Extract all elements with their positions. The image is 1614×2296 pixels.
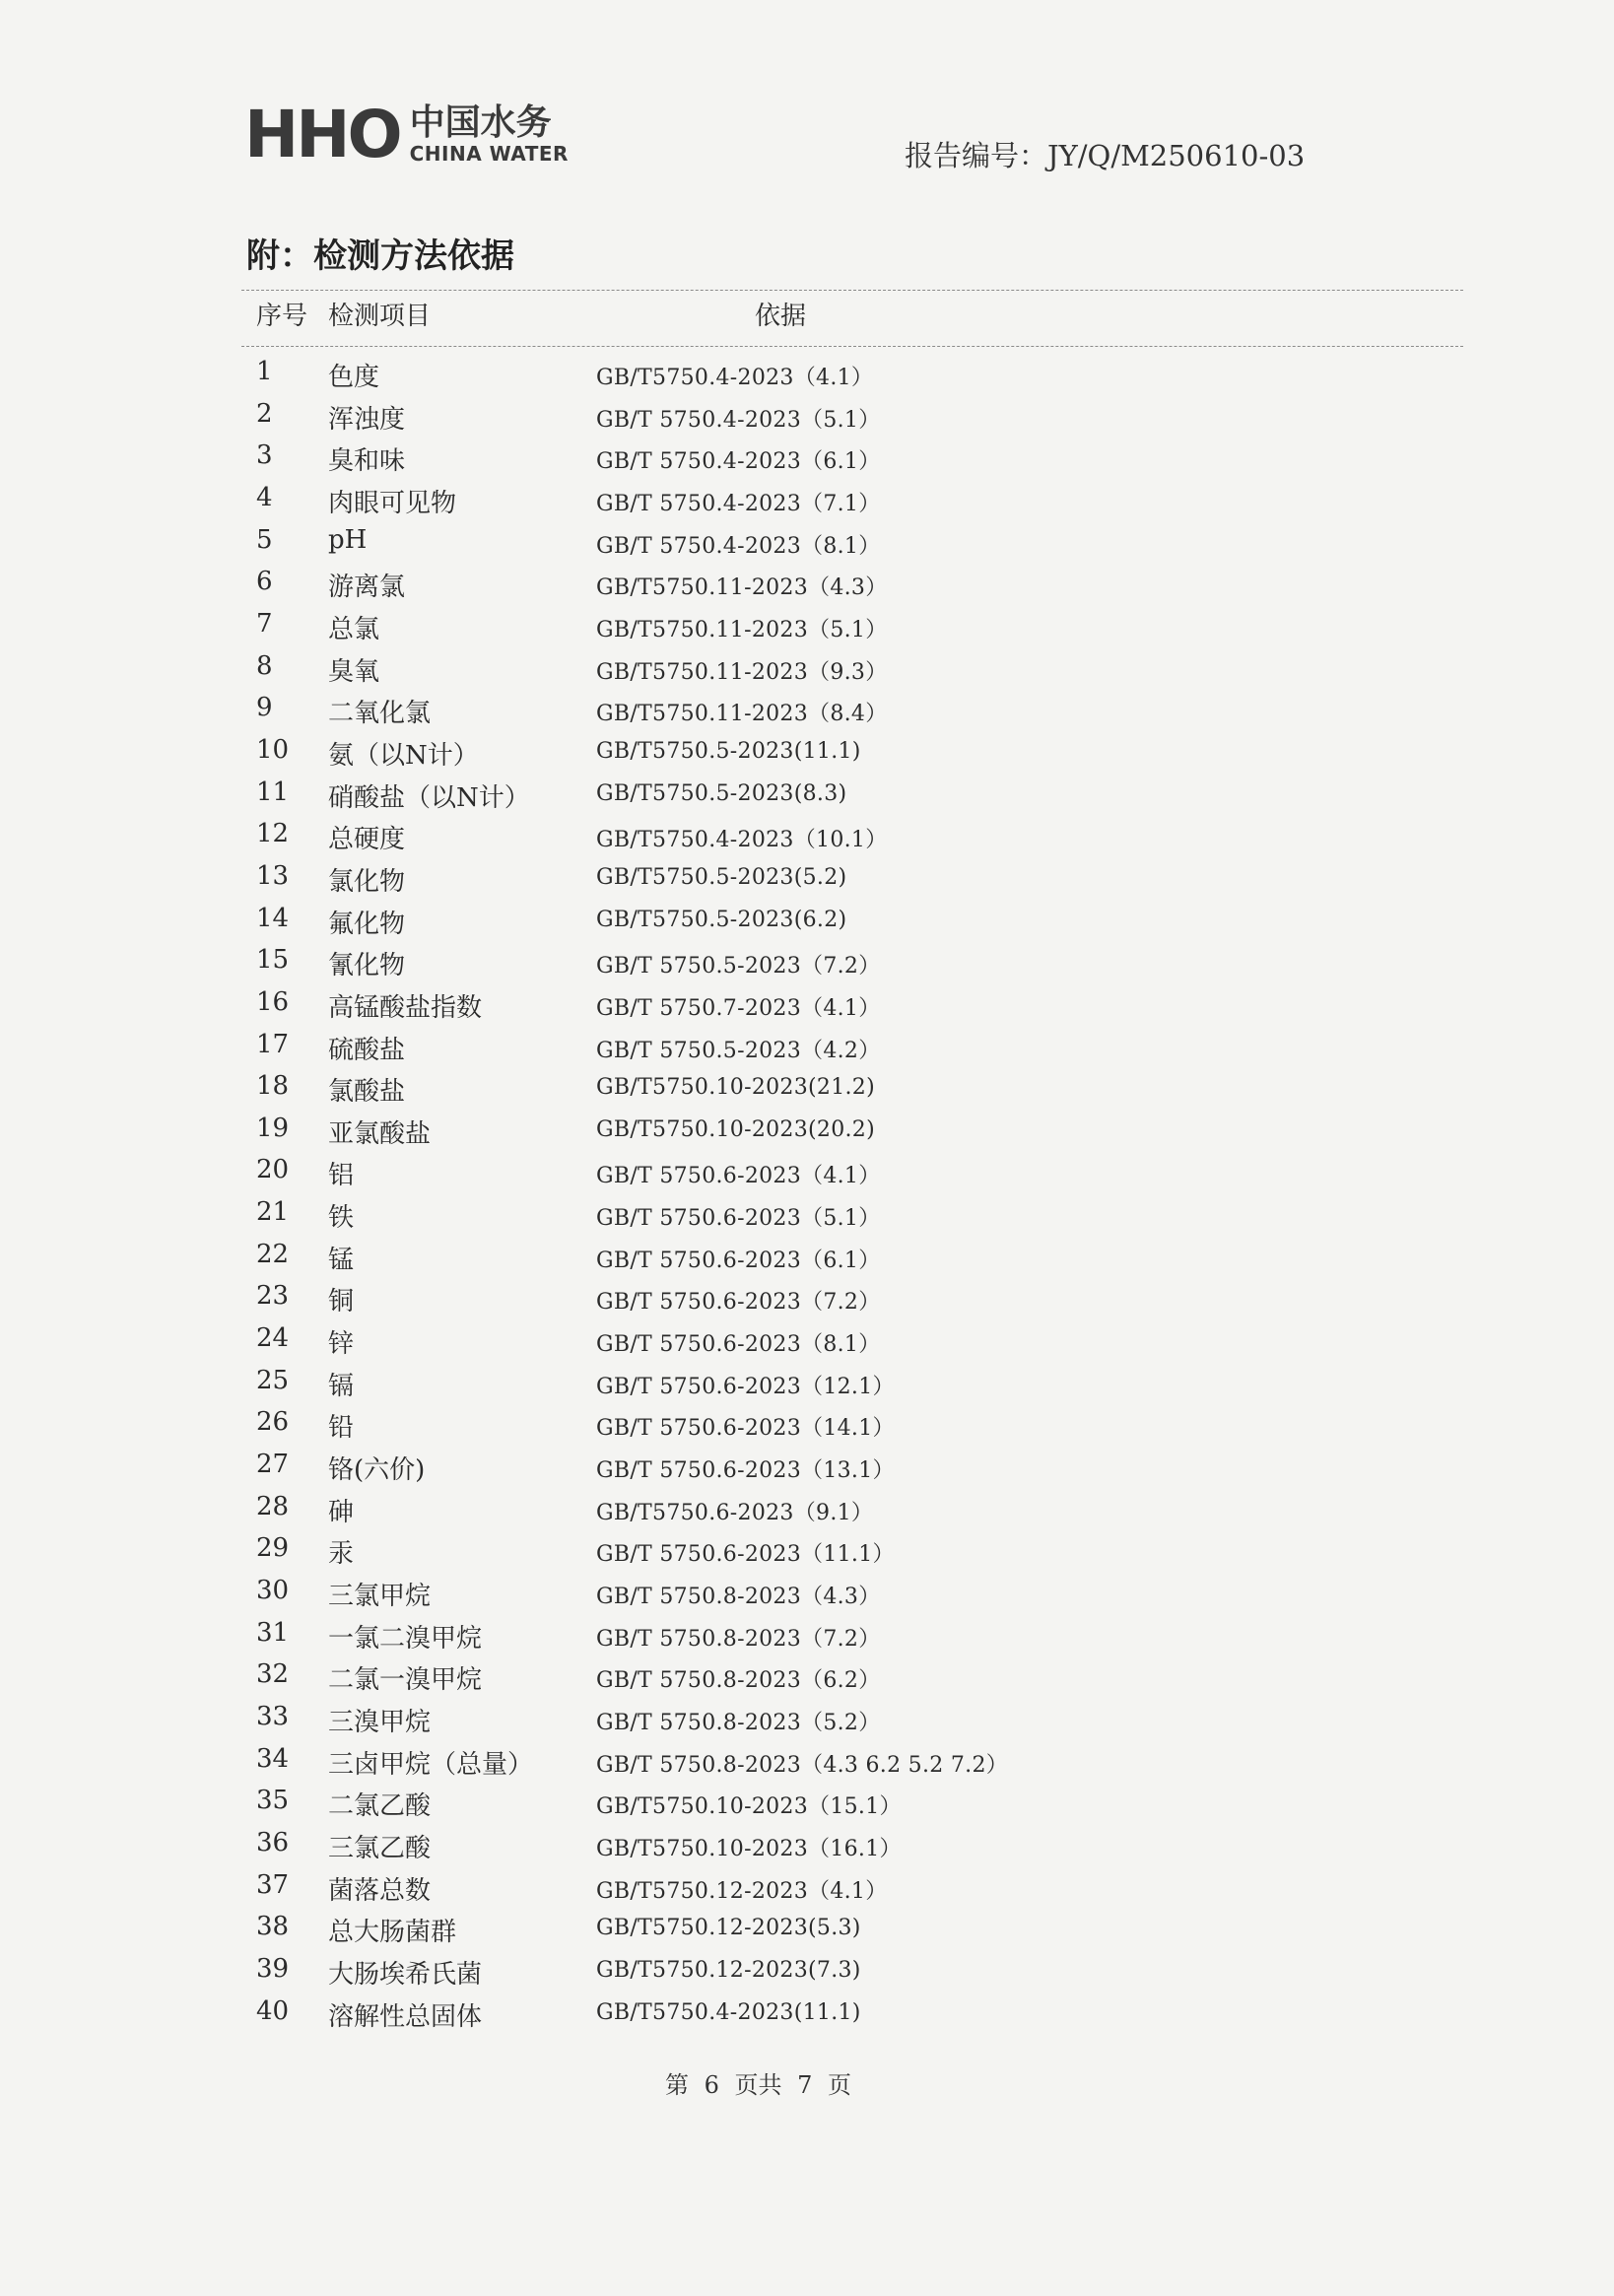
table-row — [0, 1319, 1614, 1362]
row-number: 27 — [256, 1450, 290, 1480]
table-row — [0, 1067, 1614, 1110]
row-number: 5 — [256, 524, 273, 555]
row-number: 6 — [256, 567, 273, 597]
table-row — [0, 605, 1614, 647]
test-item: 铅 — [328, 1413, 355, 1444]
logo-text — [410, 104, 569, 166]
test-item: 锰 — [328, 1245, 355, 1275]
table-row — [0, 1403, 1614, 1446]
method-basis: GB/T5750.5-2023(8.3) — [596, 780, 847, 806]
row-number: 31 — [256, 1617, 290, 1648]
table-row — [0, 774, 1614, 816]
test-item: 汞 — [328, 1539, 355, 1570]
method-basis: GB/T 5750.6-2023（13.1） — [596, 1458, 895, 1484]
table-row — [0, 1193, 1614, 1236]
row-number: 12 — [256, 819, 290, 849]
row-number: 22 — [256, 1239, 290, 1269]
table-row — [0, 647, 1614, 690]
row-number: 19 — [256, 1113, 290, 1143]
test-item: 氟化物 — [328, 909, 406, 939]
table-row — [0, 815, 1614, 857]
table-row — [0, 437, 1614, 479]
logo-english-name: CHINA WATER — [409, 141, 569, 166]
report-number: 报告编号：JY/Q/M250610-03 — [905, 139, 1306, 172]
method-basis: GB/T 5750.4-2023（8.1） — [596, 533, 881, 559]
test-item: 二氧化氯 — [328, 699, 432, 729]
method-basis: GB/T 5750.7-2023（4.1） — [596, 995, 881, 1021]
row-number: 32 — [256, 1659, 290, 1690]
table-row — [0, 1277, 1614, 1319]
method-basis: GB/T 5750.8-2023（6.2） — [596, 1668, 881, 1694]
table-row — [0, 1529, 1614, 1572]
test-item: 二氯乙酸 — [328, 1791, 432, 1822]
row-number: 23 — [256, 1281, 290, 1312]
row-number: 18 — [256, 1071, 290, 1102]
test-item: 一氯二溴甲烷 — [328, 1623, 483, 1654]
test-item: 浑浊度 — [328, 404, 406, 435]
table-row — [0, 1026, 1614, 1068]
table-row — [0, 857, 1614, 900]
test-item: 氨（以N计） — [328, 740, 479, 771]
logo-chinese-name: 中国水务 — [409, 102, 552, 144]
method-basis: GB/T5750.5-2023(11.1) — [596, 738, 861, 764]
method-basis: GB/T5750.4-2023（10.1） — [596, 828, 888, 853]
row-number: 21 — [256, 1197, 290, 1228]
method-basis: GB/T5750.11-2023（8.4） — [596, 702, 888, 727]
method-basis: GB/T5750.12-2023(7.3) — [596, 1957, 861, 1983]
table-header — [0, 296, 1614, 335]
table-row — [0, 689, 1614, 731]
method-basis: GB/T 5750.8-2023（4.3 6.2 5.2 7.2） — [596, 1752, 1009, 1778]
row-number: 2 — [256, 398, 273, 429]
table-row — [0, 353, 1614, 395]
test-item: 肉眼可见物 — [328, 488, 457, 518]
table-row — [0, 1488, 1614, 1530]
method-basis: GB/T5750.11-2023（4.3） — [596, 575, 888, 601]
test-item: 铬(六价) — [328, 1455, 426, 1486]
row-number: 24 — [256, 1323, 290, 1354]
method-basis: GB/T 5750.6-2023（6.1） — [596, 1248, 881, 1273]
row-number: 37 — [256, 1869, 290, 1900]
table-row — [0, 900, 1614, 942]
method-basis: GB/T 5750.6-2023（11.1） — [596, 1542, 895, 1568]
method-basis: GB/T5750.10-2023（16.1） — [596, 1836, 902, 1861]
row-number: 3 — [256, 440, 273, 471]
test-item: 游离氯 — [328, 573, 406, 603]
method-basis: GB/T 5750.5-2023（7.2） — [596, 954, 881, 979]
table-row — [0, 1824, 1614, 1866]
row-number: 40 — [256, 1995, 290, 2026]
test-item: 锌 — [328, 1329, 355, 1360]
test-item: 砷 — [328, 1497, 355, 1527]
table-row — [0, 521, 1614, 564]
header-basis: 依据 — [755, 302, 807, 331]
method-basis: GB/T5750.12-2023(5.3) — [596, 1916, 861, 1941]
row-number: 28 — [256, 1491, 290, 1521]
method-basis: GB/T 5750.6-2023（14.1） — [596, 1416, 895, 1442]
row-number: 14 — [256, 903, 290, 933]
row-number: 4 — [256, 482, 273, 512]
table-header-rule — [241, 346, 1463, 347]
method-basis: GB/T5750.4-2023(11.1) — [596, 1999, 861, 2025]
method-basis: GB/T5750.11-2023（9.3） — [596, 659, 888, 685]
row-number: 38 — [256, 1912, 290, 1942]
method-basis: GB/T 5750.8-2023（4.3） — [596, 1585, 881, 1610]
table-row — [0, 1866, 1614, 1909]
row-number: 34 — [256, 1743, 290, 1774]
logo-mark: HHO — [244, 97, 400, 172]
test-item: pH — [328, 524, 368, 555]
row-number: 10 — [256, 734, 290, 765]
table-row — [0, 1110, 1614, 1152]
row-number: 8 — [256, 650, 273, 681]
method-basis: GB/T5750.5-2023(5.2) — [596, 864, 847, 890]
table-row — [0, 1614, 1614, 1656]
test-item: 色度 — [328, 363, 380, 392]
row-number: 11 — [256, 777, 290, 807]
test-item: 高锰酸盐指数 — [328, 992, 483, 1023]
method-basis: GB/T5750.11-2023（5.1） — [596, 617, 888, 642]
method-basis: GB/T 5750.6-2023（8.1） — [596, 1332, 881, 1358]
table-row — [0, 1236, 1614, 1278]
method-basis: GB/T 5750.4-2023（6.1） — [596, 449, 881, 475]
row-number: 35 — [256, 1786, 290, 1816]
company-logo — [244, 97, 569, 172]
test-item: 溶解性总固体 — [328, 2001, 483, 2032]
section-title: 附：检测方法依据 — [246, 236, 514, 276]
test-item: 总硬度 — [328, 825, 406, 855]
test-item: 大肠埃希氏菌 — [328, 1959, 483, 1990]
method-basis: GB/T 5750.4-2023（7.1） — [596, 491, 881, 516]
table-row — [0, 1362, 1614, 1404]
table-row — [0, 1572, 1614, 1614]
method-basis: GB/T 5750.4-2023（5.1） — [596, 407, 881, 433]
test-item: 三氯甲烷 — [328, 1582, 432, 1612]
row-number: 17 — [256, 1029, 290, 1059]
row-number: 7 — [256, 608, 273, 639]
table-row — [0, 1151, 1614, 1193]
method-basis: GB/T 5750.8-2023（7.2） — [596, 1626, 881, 1652]
method-table — [0, 353, 1614, 2034]
table-row — [0, 1655, 1614, 1698]
test-item: 总大肠菌群 — [328, 1918, 457, 1948]
method-basis: GB/T5750.10-2023(20.2) — [596, 1116, 875, 1142]
test-item: 铝 — [328, 1161, 355, 1191]
test-item: 亚氯酸盐 — [328, 1118, 432, 1149]
row-number: 15 — [256, 945, 290, 976]
method-basis: GB/T 5750.6-2023（4.1） — [596, 1164, 881, 1189]
header-item: 检测项目 — [328, 302, 432, 331]
test-item: 三溴甲烷 — [328, 1708, 432, 1737]
row-number: 26 — [256, 1407, 290, 1438]
test-item: 铁 — [328, 1203, 355, 1234]
table-row — [0, 1698, 1614, 1740]
row-number: 25 — [256, 1365, 290, 1395]
method-basis: GB/T5750.12-2023（4.1） — [596, 1878, 888, 1904]
table-row — [0, 983, 1614, 1026]
table-row — [0, 1992, 1614, 2035]
row-number: 13 — [256, 860, 290, 891]
table-row — [0, 1950, 1614, 1992]
method-basis: GB/T5750.6-2023（9.1） — [596, 1500, 874, 1525]
method-basis: GB/T 5750.6-2023（5.1） — [596, 1206, 881, 1232]
test-item: 氰化物 — [328, 951, 406, 981]
method-basis: GB/T 5750.6-2023（12.1） — [596, 1374, 895, 1399]
method-basis: GB/T 5750.6-2023（7.2） — [596, 1290, 881, 1316]
table-top-rule — [241, 290, 1463, 291]
test-item: 硫酸盐 — [328, 1035, 406, 1065]
row-number: 20 — [256, 1155, 290, 1185]
table-row — [0, 563, 1614, 605]
table-row — [0, 395, 1614, 438]
row-number: 36 — [256, 1827, 290, 1857]
header-no: 序号 — [256, 302, 308, 331]
row-number: 1 — [256, 357, 273, 386]
method-basis: GB/T5750.5-2023(6.2) — [596, 907, 847, 932]
test-item: 菌落总数 — [328, 1875, 432, 1906]
test-item: 三氯乙酸 — [328, 1833, 432, 1863]
test-item: 氯酸盐 — [328, 1077, 406, 1108]
row-number: 30 — [256, 1576, 290, 1606]
table-row — [0, 1740, 1614, 1783]
test-item: 三卤甲烷（总量） — [328, 1749, 534, 1780]
test-item: 总氯 — [328, 614, 380, 644]
test-item: 铜 — [328, 1287, 355, 1317]
table-row — [0, 1908, 1614, 1950]
method-basis: GB/T5750.4-2023（4.1） — [596, 366, 874, 390]
table-row — [0, 479, 1614, 521]
table-row — [0, 731, 1614, 774]
table-row — [0, 1446, 1614, 1488]
row-number: 33 — [256, 1702, 290, 1731]
page-footer: 第 6 页共 7 页 — [665, 2071, 852, 2099]
method-basis: GB/T 5750.8-2023（5.2） — [596, 1711, 881, 1735]
test-item: 硝酸盐（以N计） — [328, 782, 530, 813]
test-item: 二氯一溴甲烷 — [328, 1665, 483, 1696]
row-number: 9 — [256, 693, 273, 723]
row-number: 39 — [256, 1953, 290, 1984]
table-row — [0, 1782, 1614, 1824]
method-basis: GB/T 5750.5-2023（4.2） — [596, 1038, 881, 1063]
method-basis: GB/T5750.10-2023（15.1） — [596, 1794, 902, 1820]
test-item: 镉 — [328, 1371, 355, 1401]
row-number: 29 — [256, 1533, 290, 1564]
test-item: 氯化物 — [328, 866, 406, 897]
row-number: 16 — [256, 986, 290, 1017]
test-item: 臭氧 — [328, 656, 380, 687]
test-item: 臭和味 — [328, 446, 406, 477]
table-row — [0, 941, 1614, 983]
method-basis: GB/T5750.10-2023(21.2) — [596, 1075, 875, 1101]
